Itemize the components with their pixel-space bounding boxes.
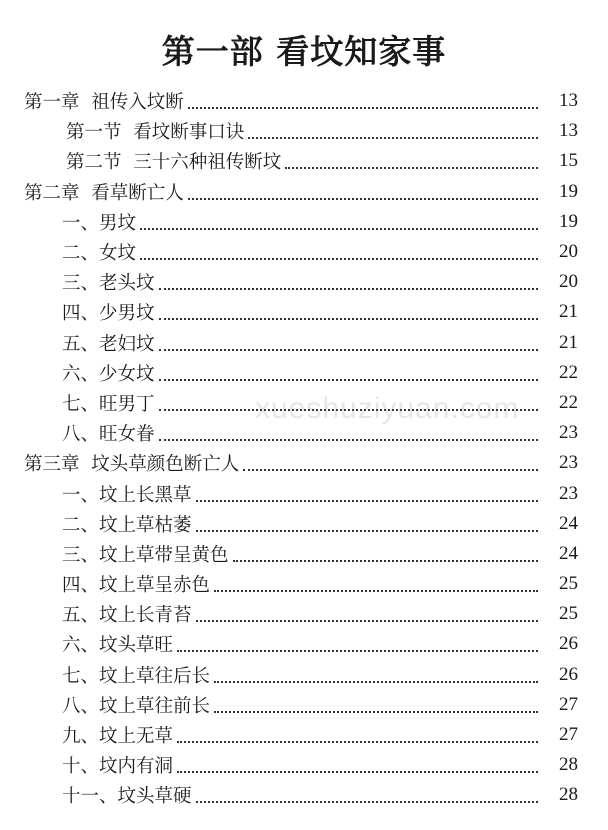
watermark: xueshuziyuan.com [255, 392, 520, 425]
toc-entry-label: 五、老妇坟 [62, 333, 155, 355]
table-of-contents [0, 86, 608, 811]
toc-chapter-entry [0, 86, 608, 116]
toc-dot-leader [285, 167, 538, 169]
toc-section-entry [0, 237, 608, 267]
toc-section-entry [0, 297, 608, 327]
toc-dot-leader [233, 560, 538, 562]
toc-section-entry [0, 358, 608, 388]
toc-dot-leader [248, 137, 538, 139]
toc-page-number: 24 [559, 542, 578, 564]
toc-dot-leader [188, 107, 538, 109]
toc-page-number: 21 [559, 301, 578, 323]
toc-entry-label: 三、老头坟 [62, 273, 155, 295]
toc-section-entry [0, 116, 608, 146]
toc-section-entry [0, 478, 608, 508]
toc-dot-leader [159, 288, 538, 290]
toc-section-entry [0, 750, 608, 780]
toc-dot-leader [196, 500, 538, 502]
toc-dot-leader [140, 258, 538, 260]
toc-dot-leader [196, 620, 538, 622]
toc-page-number: 24 [559, 512, 578, 534]
toc-page-number: 26 [559, 633, 578, 655]
toc-dot-leader [188, 198, 538, 200]
toc-page-number: 22 [559, 361, 578, 383]
toc-page-number: 23 [559, 452, 578, 474]
toc-section-entry [0, 780, 608, 810]
toc-section-entry [0, 328, 608, 358]
toc-chapter-entry [0, 177, 608, 207]
toc-entry-label: 十、坟内有洞 [62, 756, 174, 778]
toc-section-entry [0, 539, 608, 569]
toc-entry-label: 第三章 坟头草颜色断亡人 [24, 454, 240, 476]
toc-page-number: 21 [559, 331, 578, 353]
toc-section-entry [0, 388, 608, 418]
toc-page-number: 19 [559, 210, 578, 232]
toc-entry-label: 七、坟上草往后长 [62, 665, 211, 687]
toc-dot-leader [159, 379, 538, 381]
toc-page-number: 25 [559, 603, 578, 625]
toc-entry-label: 第一节 看坟断事口诀 [66, 122, 245, 144]
toc-dot-leader [196, 530, 538, 532]
toc-section-entry [0, 720, 608, 750]
toc-entry-label: 五、坟上长青苔 [62, 605, 192, 627]
toc-page-number: 27 [559, 724, 578, 746]
toc-dot-leader [159, 318, 538, 320]
toc-dot-leader [159, 349, 538, 351]
toc-entry-label: 六、少女坟 [62, 363, 155, 385]
toc-entry-label: 八、旺女眷 [62, 424, 155, 446]
toc-dot-leader [159, 409, 538, 411]
toc-page-number: 20 [559, 271, 578, 293]
toc-entry-label: 二、坟上草枯萎 [62, 514, 192, 536]
toc-dot-leader [214, 590, 538, 592]
toc-dot-leader [177, 650, 538, 652]
toc-entry-label: 四、少男坟 [62, 303, 155, 325]
toc-entry-label: 六、坟头草旺 [62, 635, 174, 657]
toc-entry-label: 十一、坟头草硬 [62, 786, 192, 808]
toc-page-number: 20 [559, 241, 578, 263]
toc-page-number: 22 [559, 391, 578, 413]
toc-page-number: 26 [559, 663, 578, 685]
toc-dot-leader [177, 771, 538, 773]
toc-page-number: 27 [559, 693, 578, 715]
toc-page-number: 13 [559, 90, 578, 112]
page-title: 第一部 看坟知家事 [161, 32, 447, 71]
toc-page-number: 19 [559, 180, 578, 202]
toc-page-number: 25 [559, 573, 578, 595]
toc-dot-leader [140, 228, 538, 230]
toc-section-entry [0, 629, 608, 659]
toc-entry-label: 第二节 三十六种祖传断坟 [66, 152, 282, 174]
toc-entry-label: 八、坟上草往前长 [62, 695, 211, 717]
toc-entry-label: 第二章 看草断亡人 [24, 182, 184, 204]
toc-section-entry [0, 207, 608, 237]
toc-section-entry [0, 569, 608, 599]
toc-page-number: 15 [559, 150, 578, 172]
toc-section-entry [0, 267, 608, 297]
toc-section-entry [0, 509, 608, 539]
toc-dot-leader [196, 801, 538, 803]
toc-page-number: 23 [559, 422, 578, 444]
toc-entry-label: 三、坟上草带呈黄色 [62, 544, 229, 566]
toc-section-entry [0, 146, 608, 176]
toc-entry-label: 二、女坟 [62, 243, 137, 265]
toc-page-number: 28 [559, 754, 578, 776]
toc-dot-leader [159, 439, 538, 441]
toc-dot-leader [177, 741, 538, 743]
toc-chapter-entry [0, 448, 608, 478]
toc-page-number: 28 [559, 784, 578, 806]
toc-entry-label: 一、坟上长黑草 [62, 484, 192, 506]
toc-entry-label: 四、坟上草呈赤色 [62, 575, 211, 597]
toc-entry-label: 一、男坟 [62, 212, 137, 234]
toc-page-number: 23 [559, 482, 578, 504]
toc-section-entry [0, 660, 608, 690]
toc-dot-leader [214, 681, 538, 683]
toc-section-entry [0, 418, 608, 448]
toc-section-entry [0, 599, 608, 629]
toc-entry-label: 第一章 祖传入坟断 [24, 92, 184, 114]
toc-entry-label: 九、坟上无草 [62, 726, 174, 748]
toc-page-number: 13 [559, 120, 578, 142]
toc-entry-label: 七、旺男丁 [62, 393, 155, 415]
toc-dot-leader [243, 469, 538, 471]
toc-dot-leader [214, 711, 538, 713]
toc-section-entry [0, 690, 608, 720]
